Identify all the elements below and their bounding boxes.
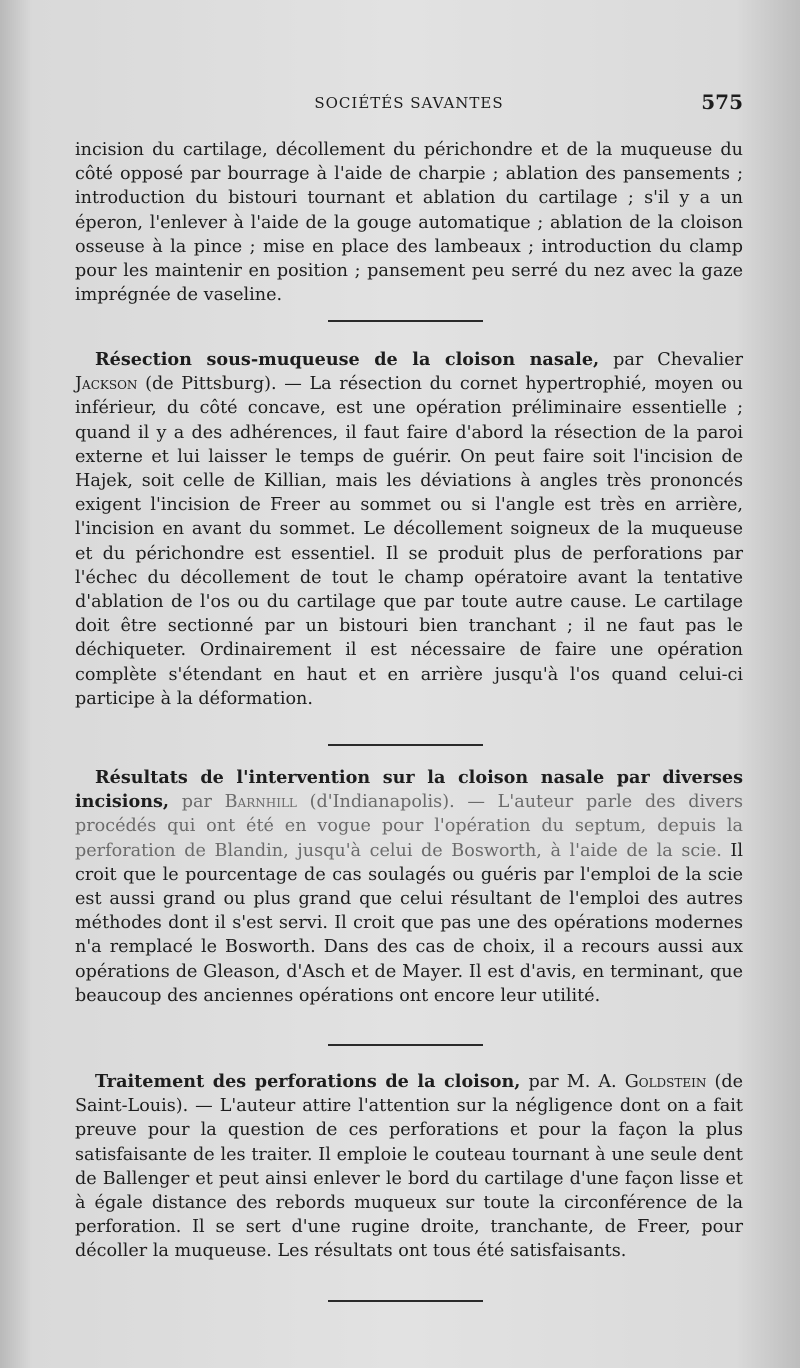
section-author: Jackson xyxy=(75,374,138,395)
running-head: SOCIÉTÉS SAVANTES xyxy=(314,94,504,112)
section-title: Résultats de l'intervention sur la cloison nasale par diverses incisions, xyxy=(75,767,743,813)
section-title: Traitement des perforations de la cloison, xyxy=(95,1071,521,1092)
section-divider xyxy=(328,744,483,746)
section-byline: par xyxy=(169,792,225,813)
section-title: Résection sous-muqueuse de la cloison nasale, xyxy=(95,349,600,370)
section-body-faded: (d'Indianapolis). — L'auteur parle des divers procédés qui ont été en vogue pour l'opération du septum, depuis la perforation de Blandin, jusqu'à celui de Bosworth, à l'aide de la scie. xyxy=(75,792,743,861)
section-goldstein xyxy=(75,1070,743,1264)
section-divider xyxy=(328,1300,483,1302)
section-author: Barnhill xyxy=(224,792,297,813)
section-byline: par Chevalier xyxy=(599,350,743,370)
page-number: 575 xyxy=(701,90,743,114)
section-jackson xyxy=(75,348,743,711)
section-body: (de Saint-Louis). — L'auteur attire l'attention sur la négligence dont on a fait preuve pour la question de ces perforations et pour la façon la plus satisfaisante de les traiter. Il emploie le couteau tournant à une seule dent de Ballenger et peut ainsi enlever le bord du cartilage d'une façon lisse et à égale distance des rebords muqueux sur toute la circonférence de la perforation. Il se sert d'une rugine droite, tranchante, de Freer, pour décoller la muqueuse. Les résultats ont tous été satisfaisants. xyxy=(75,1072,743,1262)
section-barnhill xyxy=(75,766,743,1008)
section-divider xyxy=(328,1044,483,1046)
page-header xyxy=(75,88,743,118)
section-divider xyxy=(328,320,483,322)
section-author: Goldstein xyxy=(624,1072,707,1092)
intro-paragraph: incision du cartilage, décollement du périchondre et de la muqueuse du côté opposé par bourrage à l'aide de charpie ; ablation des pansements ; introduction du bistouri tournant et ablation du cartilage ; s'il y a un éperon, l'enlever à l'aide de la gouge automatique ; ablation de la cloison osseuse à la pince ; mise en place des lambeaux ; introduction du clamp pour les maintenir en position ; pansement peu serré du nez avec la gaze imprégnée de vaseline. xyxy=(75,140,743,306)
section-body: (de Pittsburg). — La résection du cornet hypertrophié, moyen ou inférieur, du côté concave, est une opération préliminaire essentielle ; quand il y a des adhérences, il faut faire d'abord la résection de la paroi externe et lui laisser le temps de guérir. On peut faire soit l'incision de Hajek, soit celle de Killian, mais les déviations à angles très prononcés exigent l'incision de Freer au sommet ou si l'angle est très en arrière, l'incision en avant du sommet. Le décollement soigneux de la muqueuse et du périchondre est essentiel. Il se produit plus de perforations par l'échec du décollement de tout le champ opératoire avant la tentative d'ablation de l'os ou du cartilage que par toute autre cause. Le cartilage doit être sectionné par un bistouri bien tranchant ; il ne faut pas le déchiqueter. Ordinairement il est nécessaire de faire une opération complète s'étendant en haut et en arrière jusqu'à l'os quand celui-ci participe à la déformation. xyxy=(75,374,743,709)
section-byline: par M. A. xyxy=(520,1072,625,1092)
section-body: Il croit que le pourcentage de cas soulagés ou guéris par l'emploi de la scie est aussi grand ou plus grand que celui résultant de l'emploi des autres méthodes dont il s'est servi. Il croit que pas une des opérations modernes n'a remplacé le Bosworth. Dans des cas de choix, il a recours aussi aux opérations de Gleason, d'Asch et de Mayer. Il est d'avis, en terminant, que beaucoup des anciennes opérations ont encore leur utilité. xyxy=(75,840,743,1006)
